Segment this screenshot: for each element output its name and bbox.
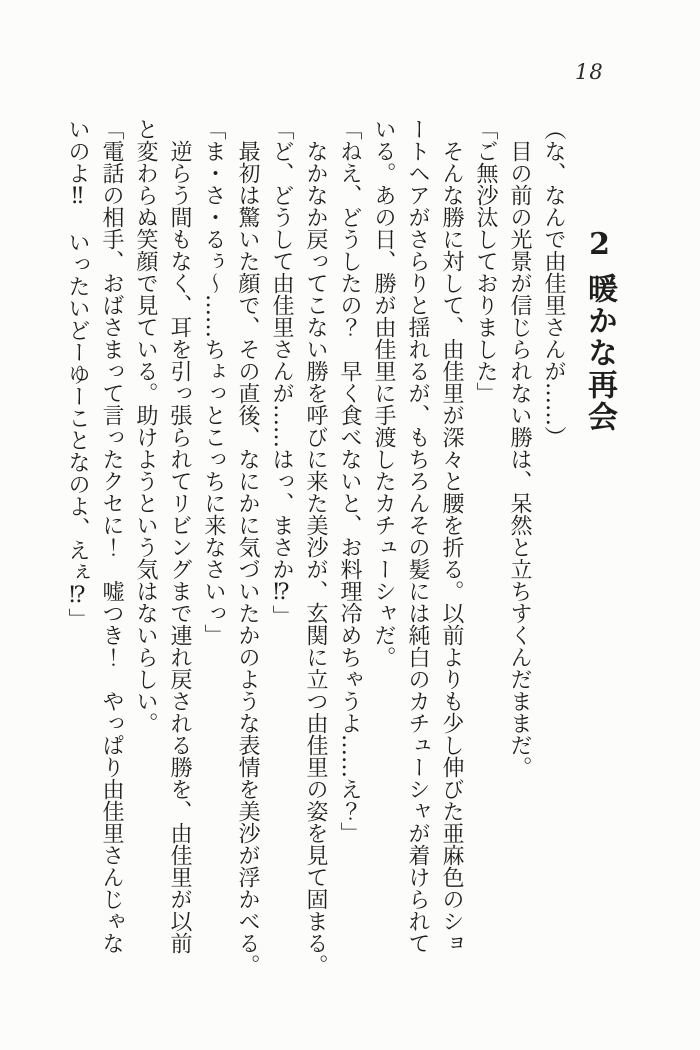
text-column: 「ご無沙汰しておりました」 <box>473 118 498 404</box>
text-column: 「ま・さ・るぅ～……ちょっとこっちに来なさいっ」 <box>201 118 226 646</box>
chapter-title: 暖かな再会 <box>582 273 617 433</box>
text-column: 逆らう間もなく、耳を引っ張られてリビングまで連れ戻される勝を、由佳里が以前 <box>167 140 192 954</box>
text-column: いる。あの日、勝が由佳里に手渡したカチューシャだ。 <box>371 118 396 668</box>
text-column: ートヘアがさらりと揺れるが、もちろんその髪には純白のカチューシャが着けられて <box>405 118 430 954</box>
text-column: 「ど、どうして由佳里さんが……はっ、まさか⁉」 <box>269 118 294 627</box>
body-text <box>66 118 564 984</box>
chapter-number: 2 <box>582 227 617 264</box>
text-column: いのよ‼ いったいどーゆーことなのよ、えぇ⁉」 <box>65 118 90 630</box>
chapter-heading <box>579 227 619 433</box>
text-column: 目の前の光景が信じられない勝は、呆然と立ちすくんだままだ。 <box>507 140 532 778</box>
text-column: 最初は驚いた顔で、その直後、なにかに気づいたかのような表情を美沙が浮かべる。 <box>235 140 260 976</box>
text-column: なかなか戻ってこない勝を呼びに来た美沙が、玄関に立つ由佳里の姿を見て固まる。 <box>303 140 328 976</box>
text-column: そんな勝に対して、由佳里が深々と腰を折る。以前よりも少し伸びた亜麻色のショ <box>439 140 464 954</box>
text-column: と変わらぬ笑顔で見ている。助けようという気はないらしい。 <box>133 118 158 734</box>
text-column: 「ねえ、どうしたの？ 早く食べないと、お料理冷めちゃうよ……え？」 <box>337 118 362 844</box>
text-column: （な、なんで由佳里さんが……） <box>541 118 566 448</box>
text-column: 「電話の相手、おばさまって言ったクセに！ 嘘つき！ やっぱり由佳里さんじゃな <box>99 118 124 954</box>
page-number: 18 <box>575 60 604 84</box>
